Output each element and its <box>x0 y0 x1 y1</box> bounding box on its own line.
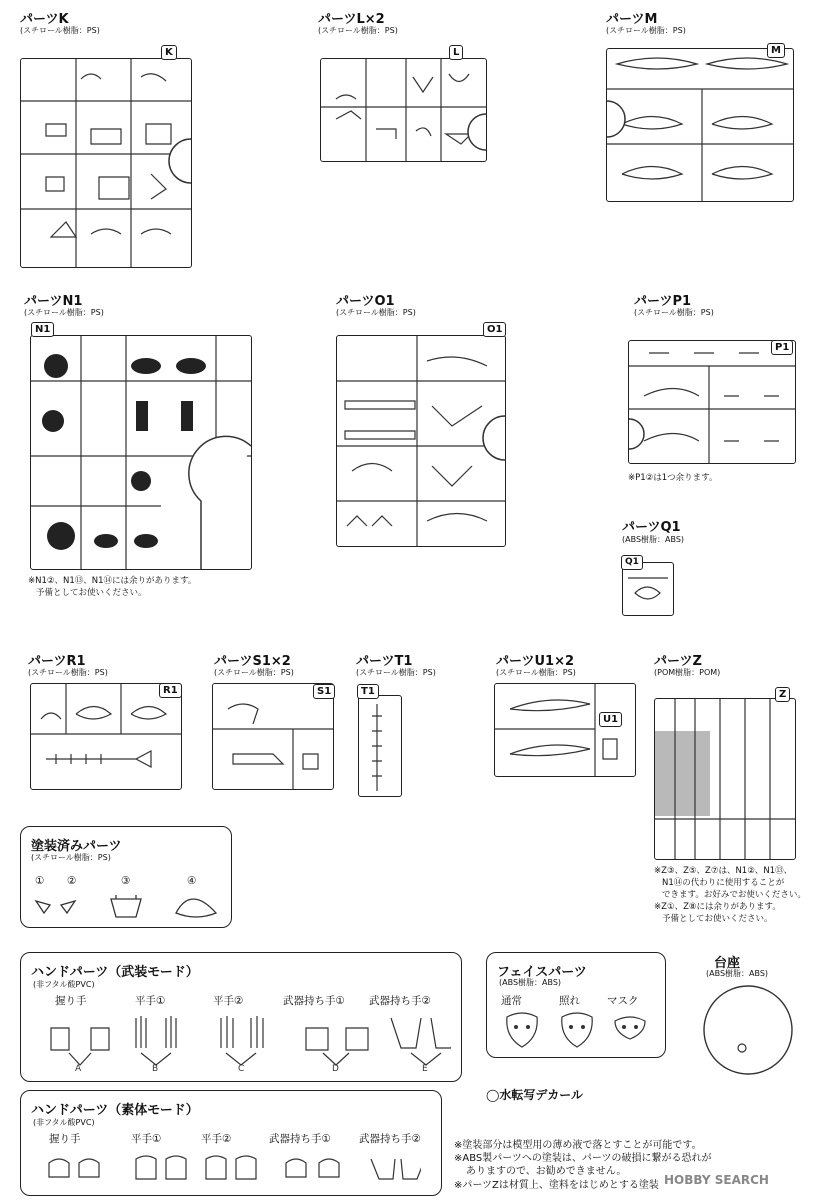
runner-m <box>606 45 794 202</box>
base-stand-drawing <box>700 982 796 1078</box>
runner-m-sprue <box>607 49 793 201</box>
watermark: HOBBY SEARCH <box>660 1172 773 1188</box>
runner-n1 <box>30 324 252 570</box>
decal-label: ◯水転写デカール <box>486 1088 583 1102</box>
runner-o1-tag: O1 <box>483 322 506 337</box>
runner-s1 <box>212 683 334 790</box>
hands-body-material: (非フタル酸PVC) <box>33 1118 95 1127</box>
runner-u1 <box>494 683 636 777</box>
base-material: (ABS樹脂：ABS) <box>706 969 769 978</box>
runner-t1 <box>358 686 402 797</box>
runner-o1 <box>336 324 506 547</box>
hands-body-box <box>20 1090 442 1196</box>
face-parts-drawing <box>497 1009 657 1053</box>
runner-s1-tag: S1 <box>313 684 335 699</box>
hands-body-label-weapon1: 武器持ち手① <box>269 1133 331 1145</box>
parts-k-title: パーツK <box>20 12 69 27</box>
painted-num-3: ③ <box>121 875 131 887</box>
face-label-normal: 通常 <box>501 995 522 1007</box>
runner-t1-sprue <box>359 696 401 796</box>
runner-z-tag: Z <box>775 687 790 702</box>
hands-armed-label-weapon2: 武器持ち手② <box>369 995 431 1007</box>
painted-num-4: ④ <box>187 875 197 887</box>
runner-q1-sprue <box>623 563 673 615</box>
hands-armed-letter-b: B <box>152 1064 159 1074</box>
z-note-line1: ※Z③、Z⑤、Z⑦は、N1②、N1⑬、 <box>654 866 793 876</box>
hands-body-title: ハンドパーツ（素体モード） <box>31 1103 199 1118</box>
parts-m-material: (スチロール樹脂：PS) <box>606 26 686 35</box>
runner-u1-tag: U1 <box>599 712 622 727</box>
parts-t1-material: (スチロール樹脂：PS) <box>356 668 436 677</box>
parts-z-title: パーツZ <box>654 654 702 669</box>
footnote-line1: ※塗装部分は模型用の薄め液で落とすことが可能です。 <box>454 1140 702 1151</box>
runner-r1-tag: R1 <box>159 683 182 698</box>
parts-r1-title: パーツR1 <box>28 654 86 669</box>
hands-armed-letter-d: D <box>332 1064 339 1074</box>
parts-r1-material: (スチロール樹脂：PS) <box>28 668 108 677</box>
painted-parts-drawing <box>31 891 226 923</box>
runner-q1-tag: Q1 <box>621 555 643 570</box>
runner-u1-sprue <box>495 684 635 776</box>
runner-k-tag: K <box>161 45 177 60</box>
footnote-line4: ※パーツZは材質上、塗料をはじめとする塗装 <box>454 1180 659 1191</box>
runner-z <box>654 689 796 860</box>
runner-r1-sprue <box>31 684 181 789</box>
p1-note: ※P1②は1つ余ります。 <box>628 473 718 483</box>
parts-k-material: (スチロール樹脂：PS) <box>20 26 100 35</box>
base-title: 台座 <box>714 956 741 971</box>
face-label-blush: 照れ <box>559 995 580 1007</box>
parts-z-material: (POM樹脂：POM) <box>654 668 721 677</box>
parts-n1-material: (スチロール樹脂：PS) <box>24 308 104 317</box>
hands-armed-box <box>20 952 462 1082</box>
face-label-mask: マスク <box>607 995 639 1007</box>
footnote-line2: ※ABS製パーツへの塗装は、パーツの破損に繋がる恐れが <box>454 1153 712 1164</box>
painted-num-2: ② <box>67 875 77 887</box>
hands-armed-label-flat1: 平手① <box>135 995 166 1007</box>
runner-p1-tag: P1 <box>771 340 793 355</box>
painted-parts-box <box>20 826 232 928</box>
hands-armed-material: (非フタル酸PVC) <box>33 980 95 989</box>
n1-note-line2: 予備としてお使いください。 <box>36 588 147 598</box>
hands-body-drawing <box>41 1153 421 1191</box>
hands-armed-label-weapon1: 武器持ち手① <box>283 995 345 1007</box>
runner-m-tag: M <box>767 43 785 58</box>
runner-p1-sprue <box>629 341 795 463</box>
hands-armed-letter-c: C <box>238 1064 245 1074</box>
parts-l-material: (スチロール樹脂：PS) <box>318 26 398 35</box>
runner-l-tag: L <box>449 45 463 60</box>
parts-p1-material: (スチロール樹脂：PS) <box>634 308 714 317</box>
runner-k <box>20 47 192 268</box>
footnote-line3: ありますので、お勧めできません。 <box>466 1166 627 1177</box>
parts-s1-title: パーツS1×2 <box>214 654 291 669</box>
runner-l <box>320 47 487 162</box>
parts-u1-material: (スチロール樹脂：PS) <box>496 668 576 677</box>
face-title: フェイスパーツ <box>497 965 587 980</box>
painted-title: 塗装済みパーツ <box>31 839 122 854</box>
runner-r1 <box>30 683 182 790</box>
hands-body-label-flat2: 平手② <box>201 1133 232 1145</box>
runner-z-sprue <box>655 699 795 859</box>
z-note-line2: N1⑭の代わりに使用することが <box>662 878 785 888</box>
n1-note-line1: ※N1②、N1⑬、N1⑭には余りがあります。 <box>28 576 197 586</box>
parts-m-title: パーツM <box>606 12 658 27</box>
painted-material: (スチロール樹脂：PS) <box>31 853 111 862</box>
runner-o1-sprue <box>337 336 505 546</box>
parts-q1-material: (ABS樹脂：ABS) <box>622 535 685 544</box>
z-note-line3: できます。お好みでお使いください。 <box>662 890 806 900</box>
hands-armed-letter-a: A <box>75 1064 82 1074</box>
parts-p1-title: パーツP1 <box>634 294 692 309</box>
z-note-line5: 予備としてお使いください。 <box>662 914 773 924</box>
parts-n1-title: パーツN1 <box>24 294 83 309</box>
parts-o1-material: (スチロール樹脂：PS) <box>336 308 416 317</box>
hands-body-label-flat1: 平手① <box>131 1133 162 1145</box>
hands-armed-letter-e: E <box>422 1064 428 1074</box>
face-material: (ABS樹脂：ABS) <box>499 978 562 987</box>
runner-s1-sprue <box>213 684 333 789</box>
hands-armed-label-grip: 握り手 <box>55 995 87 1007</box>
parts-s1-material: (スチロール樹脂：PS) <box>214 668 294 677</box>
runner-q1 <box>622 557 674 616</box>
z-note-line4: ※Z①、Z⑧には余りがあります。 <box>654 902 781 912</box>
parts-t1-title: パーツT1 <box>356 654 413 669</box>
runner-p1 <box>628 340 796 464</box>
runner-n1-tag: N1 <box>31 322 54 337</box>
parts-l-title: パーツL×2 <box>318 12 385 27</box>
runner-l-sprue <box>321 59 486 161</box>
painted-num-1: ① <box>35 875 45 887</box>
hands-armed-title: ハンドパーツ（武装モード） <box>31 965 199 980</box>
hands-body-label-weapon2: 武器持ち手② <box>359 1133 421 1145</box>
runner-t1-tag: T1 <box>357 684 379 699</box>
parts-u1-title: パーツU1×2 <box>496 654 575 669</box>
hands-armed-drawing <box>41 1013 451 1075</box>
parts-q1-title: パーツQ1 <box>622 520 681 535</box>
parts-o1-title: パーツO1 <box>336 294 395 309</box>
hands-armed-label-flat2: 平手② <box>213 995 244 1007</box>
runner-k-sprue <box>21 59 191 267</box>
runner-n1-sprue <box>31 336 251 569</box>
hands-body-label-grip: 握り手 <box>49 1133 81 1145</box>
face-parts-box <box>486 952 666 1058</box>
